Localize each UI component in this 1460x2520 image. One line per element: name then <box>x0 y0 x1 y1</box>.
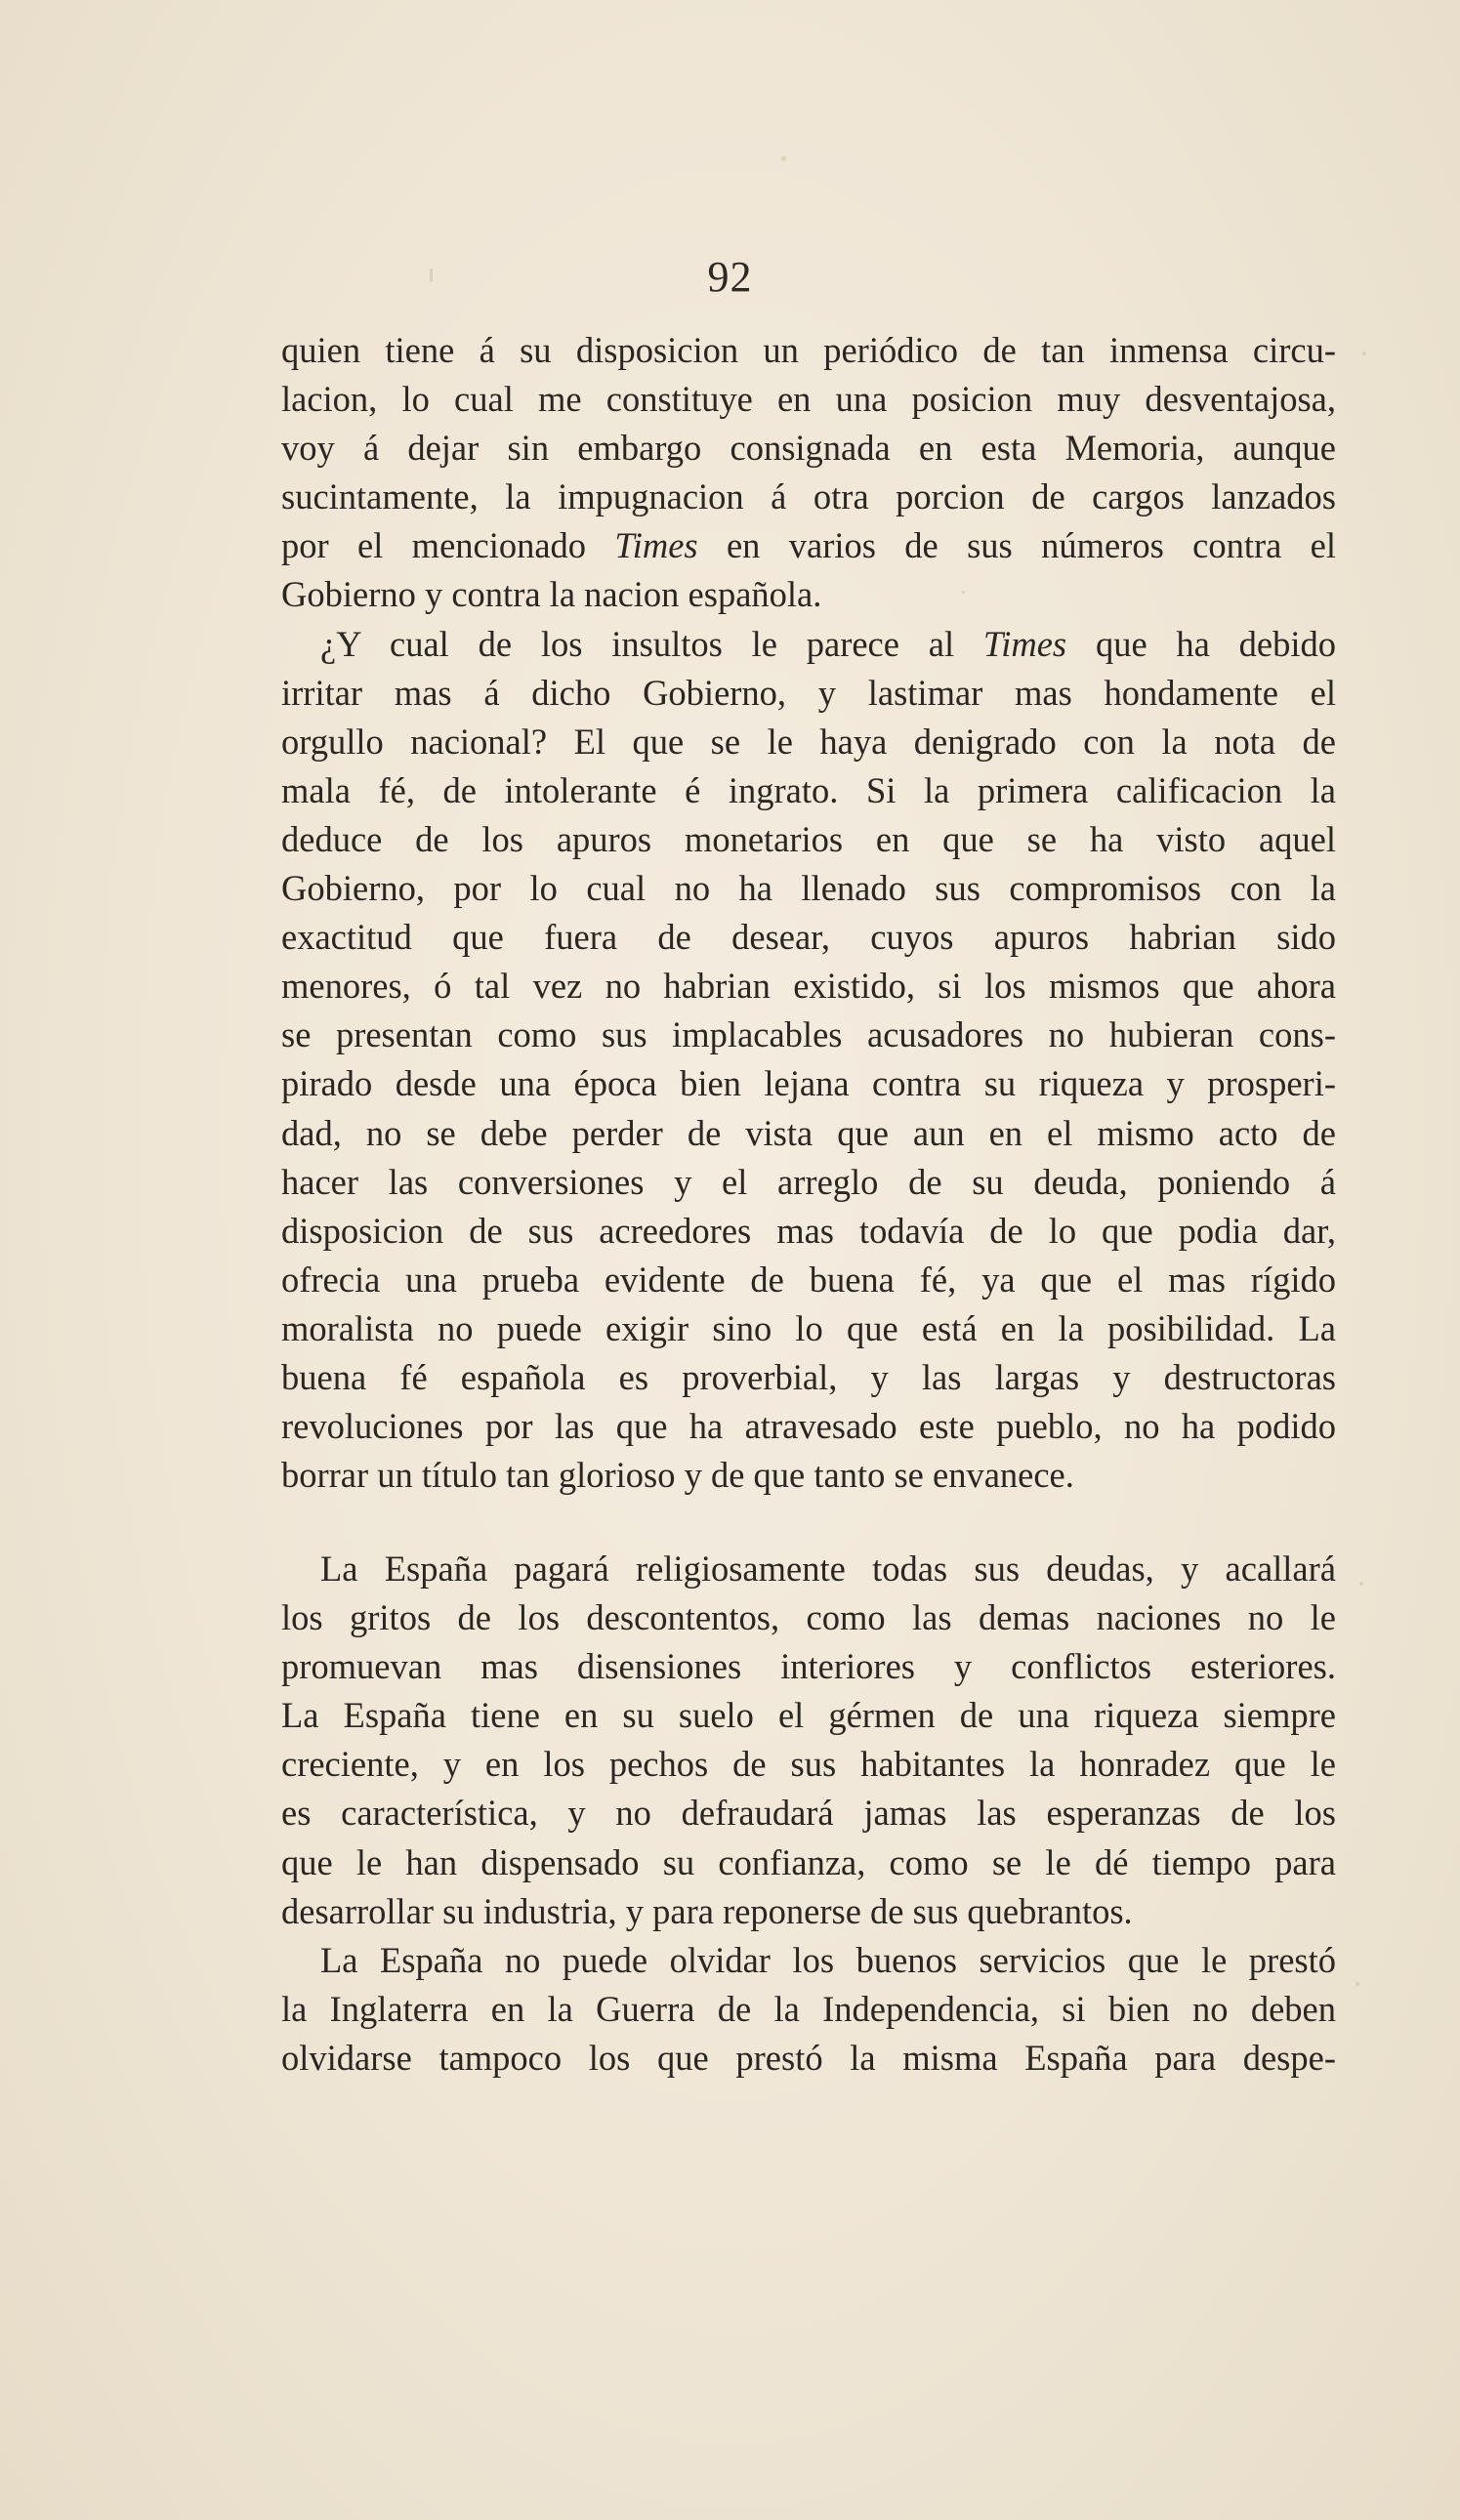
text-line: Gobierno y contra la nacion española. <box>281 574 822 615</box>
text-line: irritar mas á dicho Gobierno, y lastimar mas hondamente el <box>281 672 1336 713</box>
paper-speck <box>1362 351 1366 355</box>
paragraph-4 <box>281 1936 1336 2083</box>
text-line: creciente, y en los pechos de sus habitantes la honradez que le <box>281 1744 1336 1785</box>
paper-speck <box>962 591 965 594</box>
text-line: lacion, lo cual me constituye en una posicion muy desventajosa, <box>281 379 1336 420</box>
text-line: desarrollar su industria, y para reponerse de sus quebrantos. <box>281 1890 1133 1931</box>
paragraph-2 <box>281 620 1336 1501</box>
text-block-upper <box>281 326 1336 1500</box>
paper-speck <box>1356 1982 1359 1986</box>
text-line: promuevan mas disensiones interiores y conflictos esteriores. <box>281 1646 1336 1687</box>
text-line: se presentan como sus implacables acusadores no hubieran cons- <box>281 1014 1336 1055</box>
paper-speck <box>1359 1582 1363 1586</box>
text-line: borrar un título tan glorioso y de que tanto se envanece. <box>281 1455 1074 1496</box>
paper-speck <box>781 156 786 161</box>
text-line: dad, no se debe perder de vista que aun en el mismo acto de <box>281 1112 1336 1153</box>
text-line: los gritos de los descontentos, como las demas naciones no le <box>281 1597 1336 1638</box>
text-line: deduce de los apuros monetarios en que se ha visto aquel <box>281 818 1336 859</box>
text-block-lower <box>281 1545 1336 2083</box>
text-line: quien tiene á su disposicion un periódico de tan inmensa circu- <box>281 330 1336 370</box>
text-line: olvidarse tampoco los que prestó la misma España para despe- <box>281 2037 1336 2078</box>
text-line: que le han dispensado su confianza, como se le dé tiempo para <box>281 1841 1336 1882</box>
text-fragment: que ha debido <box>1095 623 1337 664</box>
text-line: La España tiene en su suelo el gérmen de una riqueza siempre <box>281 1695 1336 1736</box>
text-line: buena fé española es proverbial, y las largas y destructoras <box>281 1356 1336 1397</box>
page-number: 92 <box>707 253 753 301</box>
text-line: La España pagará religiosamente todas sus deudas, y acallará <box>320 1549 1336 1589</box>
text-line: exactitud que fuera de desear, cuyos apuros habrian sido <box>281 917 1336 958</box>
text-line <box>281 521 1336 570</box>
text-line <box>281 620 1336 669</box>
text-fragment: en varios de sus números contra el <box>726 525 1336 566</box>
times-italic: Times <box>614 525 698 566</box>
text-line: es característica, y no defraudará jamas las esperanzas de los <box>281 1793 1336 1834</box>
text-line: Gobierno, por lo cual no ha llenado sus compromisos con la <box>281 868 1336 909</box>
text-line: ofrecia una prueba evidente de buena fé, ya que el mas rígido <box>281 1259 1336 1300</box>
text-line: moralista no puede exigir sino lo que está en la posibilidad. La <box>281 1307 1336 1348</box>
text-line: la Inglaterra en la Guerra de la Independencia, si bien no deben <box>281 1988 1336 2029</box>
text-line: revoluciones por las que ha atravesado este pueblo, no ha podido <box>281 1406 1336 1447</box>
text-line: sucintamente, la impugnacion á otra porcion de cargos lanzados <box>281 476 1336 517</box>
text-line: orgullo nacional? El que se le haya denigrado con la nota de <box>281 721 1336 762</box>
text-line: menores, ó tal vez no habrian existido, si los mismos que ahora <box>281 966 1336 1007</box>
text-fragment: por el mencionado <box>281 525 587 566</box>
text-line: voy á dejar sin embargo consignada en esta Memoria, aunque <box>281 428 1336 469</box>
text-line: disposicion de sus acreedores mas todavía de lo que podia dar, <box>281 1210 1336 1251</box>
text-line: hacer las conversiones y el arreglo de su deuda, poniendo á <box>281 1161 1336 1202</box>
text-line: pirado desde una época bien lejana contra su riqueza y prosperi- <box>281 1063 1336 1104</box>
text-line: mala fé, de intolerante é ingrato. Si la primera calificacion la <box>281 769 1336 810</box>
times-italic: Times <box>982 623 1067 664</box>
paper-speck <box>430 269 433 282</box>
paragraph-3 <box>281 1545 1336 1936</box>
text-fragment: ¿Y cual de los insultos le parece al <box>320 623 955 664</box>
text-line: La España no puede olvidar los buenos servicios que le prestó <box>320 1939 1336 1980</box>
paragraph-1 <box>281 326 1336 620</box>
